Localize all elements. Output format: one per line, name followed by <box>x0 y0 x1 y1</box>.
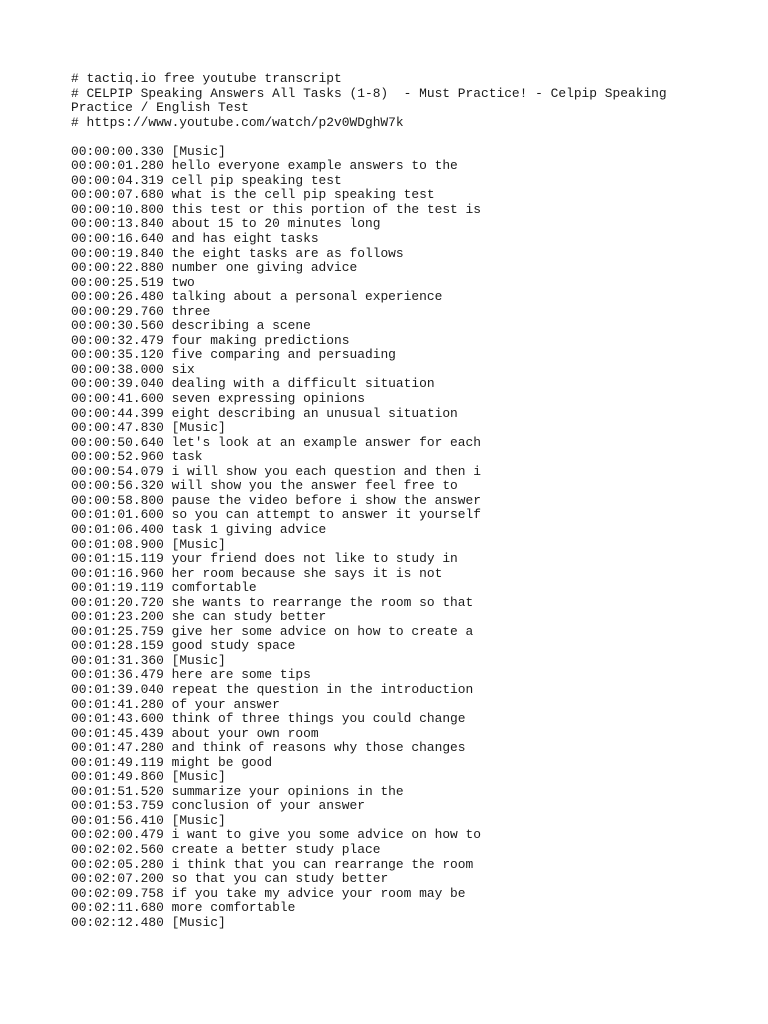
transcript-line <box>71 465 711 480</box>
header-title-part-2: Practice / English Test <box>71 100 249 116</box>
timestamp: 00:00:29.760 <box>71 303 164 319</box>
transcript-line <box>71 683 711 698</box>
timestamp: 00:01:16.960 <box>71 565 164 581</box>
caption-text: dealing with a difficult situation <box>171 376 435 392</box>
caption-text: [Music] <box>171 914 226 930</box>
caption-text: task <box>171 449 203 465</box>
caption-text: might be good <box>171 754 273 770</box>
timestamp: 00:01:39.040 <box>71 681 164 697</box>
caption-text: [Music] <box>171 812 226 828</box>
transcript-line <box>71 887 711 902</box>
transcript-entries <box>71 145 711 931</box>
caption-text: her room because she says it is not <box>171 565 443 581</box>
transcript-line <box>71 407 711 422</box>
caption-text: so you can attempt to answer it yourself <box>171 507 482 523</box>
transcript-line <box>71 901 711 916</box>
transcript-line <box>71 392 711 407</box>
caption-text: the eight tasks are as follows <box>171 245 404 261</box>
transcript-line <box>71 814 711 829</box>
caption-text: will show you the answer feel free to <box>171 478 458 494</box>
transcript-line <box>71 290 711 305</box>
transcript-line <box>71 552 711 567</box>
transcript-line <box>71 508 711 523</box>
transcript-line <box>71 363 711 378</box>
caption-text: seven expressing opinions <box>171 391 365 407</box>
transcript-line <box>71 159 711 174</box>
caption-text: comfortable <box>171 580 257 596</box>
timestamp: 00:01:51.520 <box>71 783 164 799</box>
timestamp: 00:02:00.479 <box>71 827 164 843</box>
transcript-line <box>71 479 711 494</box>
transcript-line <box>71 625 711 640</box>
transcript-line <box>71 436 711 451</box>
caption-text: i want to give you some advice on how to <box>171 827 482 843</box>
timestamp: 00:02:11.680 <box>71 900 164 916</box>
transcript-line <box>71 596 711 611</box>
caption-text: i will show you each question and then i <box>171 463 482 479</box>
transcript-line <box>71 668 711 683</box>
caption-text: of your answer <box>171 696 280 712</box>
transcript-line <box>71 712 711 727</box>
caption-text: let's look at an example answer for each <box>171 434 482 450</box>
caption-text: think of three things you could change <box>171 711 466 727</box>
transcript-line <box>71 247 711 262</box>
timestamp: 00:00:38.000 <box>71 361 164 377</box>
timestamp: 00:01:43.600 <box>71 711 164 727</box>
timestamp: 00:02:05.280 <box>71 856 164 872</box>
caption-text: [Music] <box>171 652 226 668</box>
timestamp: 00:00:07.680 <box>71 187 164 203</box>
timestamp: 00:01:15.119 <box>71 551 164 567</box>
caption-text: pause the video before i show the answer <box>171 492 482 508</box>
transcript-line <box>71 756 711 771</box>
timestamp: 00:00:58.800 <box>71 492 164 508</box>
timestamp: 00:00:16.640 <box>71 231 164 247</box>
timestamp: 00:00:22.880 <box>71 260 164 276</box>
header-spacer <box>71 130 711 145</box>
caption-text: and think of reasons why those changes <box>171 740 466 756</box>
timestamp: 00:00:04.319 <box>71 172 164 188</box>
transcript-line <box>71 639 711 654</box>
transcript-line <box>71 741 711 756</box>
transcript-line <box>71 916 711 931</box>
transcript-line <box>71 770 711 785</box>
timestamp: 00:01:47.280 <box>71 740 164 756</box>
transcript-line <box>71 872 711 887</box>
caption-text: six <box>171 361 195 377</box>
header-tool-line: # tactiq.io free youtube transcript <box>71 71 342 86</box>
timestamp: 00:00:13.840 <box>71 216 164 232</box>
timestamp: 00:02:12.480 <box>71 914 164 930</box>
caption-text: task 1 giving advice <box>171 521 327 537</box>
transcript-line <box>71 567 711 582</box>
timestamp: 00:00:41.600 <box>71 391 164 407</box>
caption-text: good study space <box>171 638 296 654</box>
transcript-line <box>71 785 711 800</box>
transcript-line <box>71 145 711 160</box>
caption-text: more comfortable <box>171 900 296 916</box>
timestamp: 00:01:56.410 <box>71 812 164 828</box>
caption-text: number one giving advice <box>171 260 358 276</box>
transcript-line <box>71 828 711 843</box>
caption-text: five comparing and persuading <box>171 347 396 363</box>
caption-text: so that you can study better <box>171 871 389 887</box>
timestamp: 00:00:26.480 <box>71 289 164 305</box>
header-title-part-1: # CELPIP Speaking Answers All Tasks (1-8) - Must Practice! - Celpip Speaking <box>71 85 667 101</box>
caption-text: create a better study place <box>171 841 381 857</box>
timestamp: 00:02:09.758 <box>71 885 164 901</box>
transcript-line <box>71 421 711 436</box>
transcript-line <box>71 727 711 742</box>
timestamp: 00:00:00.330 <box>71 143 164 159</box>
caption-text: this test or this portion of the test is <box>171 201 482 217</box>
caption-text: summarize your opinions in the <box>171 783 404 799</box>
caption-text: cell pip speaking test <box>171 172 342 188</box>
timestamp: 00:00:39.040 <box>71 376 164 392</box>
transcript-line <box>71 858 711 873</box>
caption-text: [Music] <box>171 536 226 552</box>
timestamp: 00:01:19.119 <box>71 580 164 596</box>
header-title-line <box>71 87 711 116</box>
timestamp: 00:00:10.800 <box>71 201 164 217</box>
timestamp: 00:01:01.600 <box>71 507 164 523</box>
transcript-line <box>71 843 711 858</box>
timestamp: 00:01:08.900 <box>71 536 164 552</box>
caption-text: give her some advice on how to create a <box>171 623 474 639</box>
caption-text: two <box>171 274 195 290</box>
transcript-line <box>71 203 711 218</box>
timestamp: 00:00:47.830 <box>71 420 164 436</box>
timestamp: 00:01:49.119 <box>71 754 164 770</box>
header-url-line: # https://www.youtube.com/watch/p2v0WDghW7k <box>71 114 404 130</box>
transcript-line <box>71 334 711 349</box>
transcript-line <box>71 610 711 625</box>
caption-text: about your own room <box>171 725 319 741</box>
transcript-line <box>71 276 711 291</box>
transcript-line <box>71 654 711 669</box>
transcript-line <box>71 450 711 465</box>
transcript-line <box>71 188 711 203</box>
transcript-line <box>71 261 711 276</box>
transcript-line <box>71 799 711 814</box>
transcript-line <box>71 319 711 334</box>
transcript-line <box>71 232 711 247</box>
transcript-line <box>71 494 711 509</box>
timestamp: 00:00:25.519 <box>71 274 164 290</box>
caption-text: what is the cell pip speaking test <box>171 187 435 203</box>
caption-text: and has eight tasks <box>171 231 319 247</box>
caption-text: [Music] <box>171 420 226 436</box>
timestamp: 00:01:23.200 <box>71 609 164 625</box>
timestamp: 00:01:49.860 <box>71 769 164 785</box>
timestamp: 00:01:45.439 <box>71 725 164 741</box>
timestamp: 00:00:50.640 <box>71 434 164 450</box>
timestamp: 00:00:01.280 <box>71 158 164 174</box>
transcript-line <box>71 581 711 596</box>
caption-text: hello everyone example answers to the <box>171 158 458 174</box>
caption-text: she can study better <box>171 609 327 625</box>
transcript-document <box>71 72 711 930</box>
caption-text: repeat the question in the introduction <box>171 681 474 697</box>
transcript-line <box>71 305 711 320</box>
timestamp: 00:00:32.479 <box>71 332 164 348</box>
timestamp: 00:01:53.759 <box>71 798 164 814</box>
timestamp: 00:00:30.560 <box>71 318 164 334</box>
timestamp: 00:00:35.120 <box>71 347 164 363</box>
caption-text: about 15 to 20 minutes long <box>171 216 381 232</box>
caption-text: talking about a personal experience <box>171 289 443 305</box>
caption-text: if you take my advice your room may be <box>171 885 466 901</box>
timestamp: 00:02:07.200 <box>71 871 164 887</box>
timestamp: 00:00:19.840 <box>71 245 164 261</box>
timestamp: 00:02:02.560 <box>71 841 164 857</box>
caption-text: [Music] <box>171 769 226 785</box>
timestamp: 00:00:56.320 <box>71 478 164 494</box>
caption-text: [Music] <box>171 143 226 159</box>
timestamp: 00:01:28.159 <box>71 638 164 654</box>
caption-text: conclusion of your answer <box>171 798 365 814</box>
transcript-line <box>71 348 711 363</box>
timestamp: 00:00:54.079 <box>71 463 164 479</box>
caption-text: she wants to rearrange the room so that <box>171 594 474 610</box>
caption-text: here are some tips <box>171 667 311 683</box>
transcript-line <box>71 377 711 392</box>
transcript-line <box>71 217 711 232</box>
timestamp: 00:01:36.479 <box>71 667 164 683</box>
caption-text: your friend does not like to study in <box>171 551 458 567</box>
timestamp: 00:00:44.399 <box>71 405 164 421</box>
timestamp: 00:01:20.720 <box>71 594 164 610</box>
timestamp: 00:01:31.360 <box>71 652 164 668</box>
timestamp: 00:01:41.280 <box>71 696 164 712</box>
caption-text: describing a scene <box>171 318 311 334</box>
timestamp: 00:00:52.960 <box>71 449 164 465</box>
transcript-line <box>71 523 711 538</box>
timestamp: 00:01:06.400 <box>71 521 164 537</box>
transcript-line <box>71 698 711 713</box>
caption-text: i think that you can rearrange the room <box>171 856 474 872</box>
transcript-line <box>71 174 711 189</box>
caption-text: eight describing an unusual situation <box>171 405 458 421</box>
caption-text: three <box>171 303 211 319</box>
caption-text: four making predictions <box>171 332 350 348</box>
transcript-line <box>71 538 711 553</box>
timestamp: 00:01:25.759 <box>71 623 164 639</box>
